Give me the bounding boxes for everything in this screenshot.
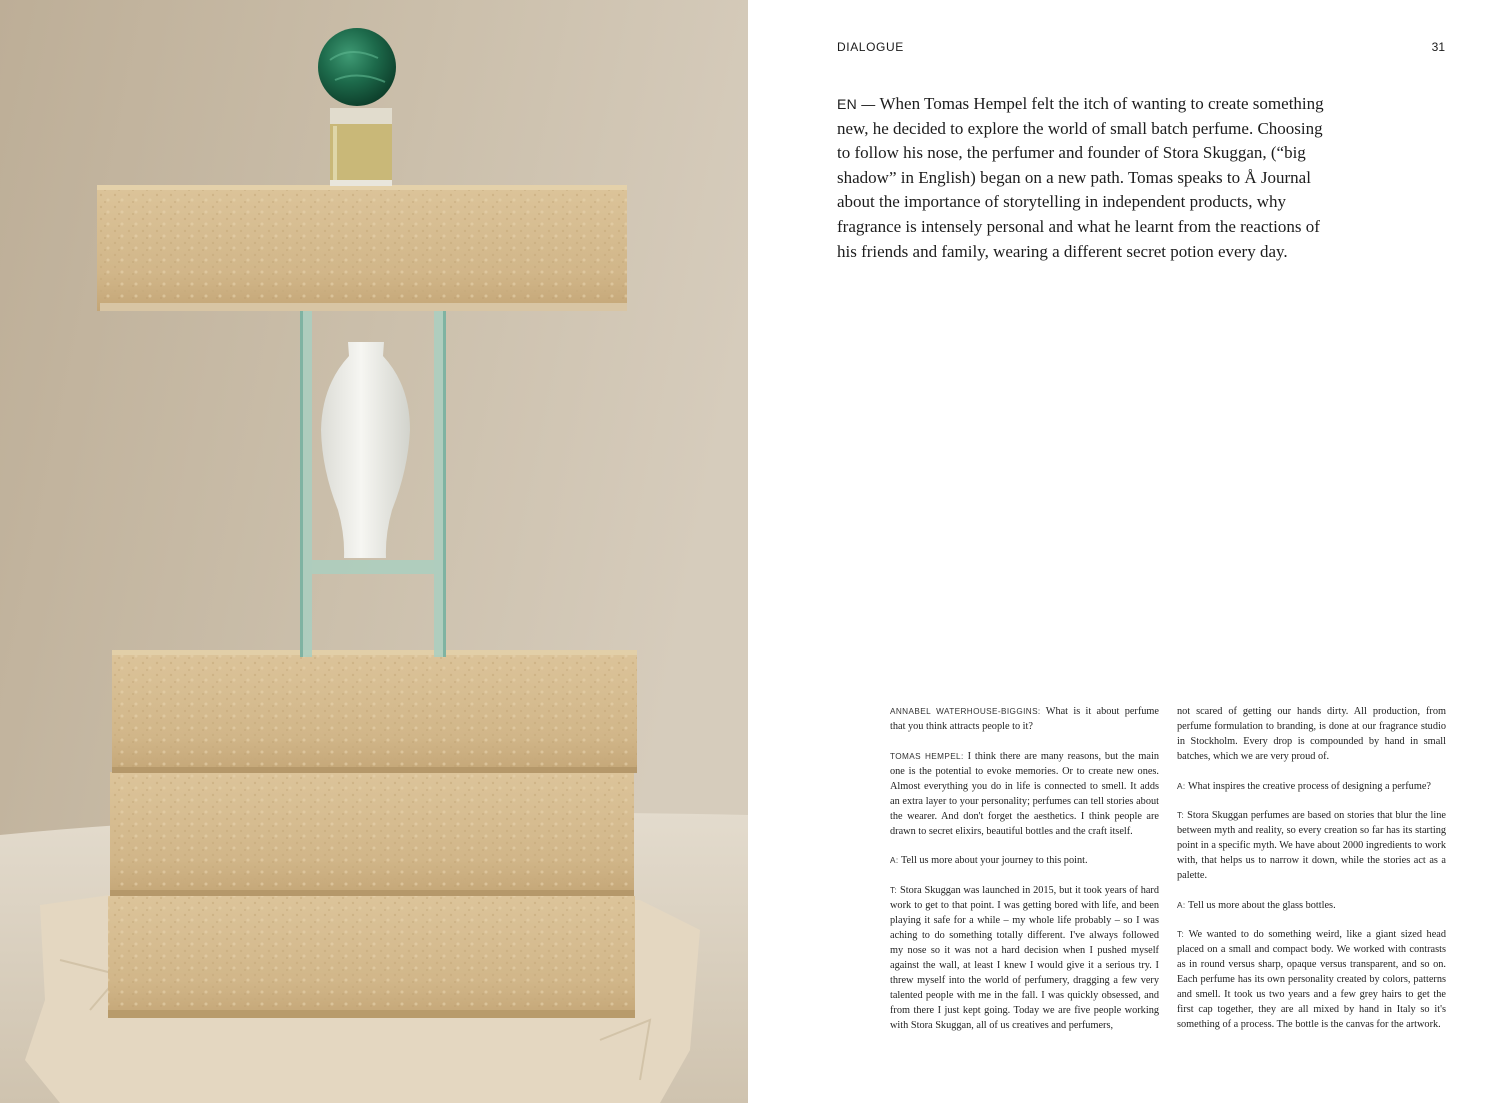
interview-text: Stora Skuggan perfumes are based on stories that blur the line between myth and reality, so every creation so far has its starting point in a specific myth. We have about 2000 ingredients to work with, that helps us to narrow it down, while the stories act as a palette. xyxy=(1177,810,1447,881)
section-label: DIALOGUE xyxy=(837,40,904,54)
speaker-label: A: xyxy=(1177,900,1186,910)
speaker-label: T: xyxy=(1177,811,1185,820)
interview-columns xyxy=(890,704,1446,1064)
interview-paragraph xyxy=(1177,808,1446,883)
page-number: 31 xyxy=(1431,40,1445,54)
interview-text: Tell us more about the glass bottles. xyxy=(1187,899,1336,911)
editorial-photo xyxy=(0,0,748,1103)
interview-paragraph xyxy=(890,853,1159,868)
sculpture-photo-illustration xyxy=(0,0,748,1103)
interview-paragraph xyxy=(890,749,1159,839)
stone-block-top xyxy=(97,185,627,311)
speaker-label: ANNABEL WATERHOUSE-BIGGINS: xyxy=(890,707,1041,716)
article-page xyxy=(748,0,1500,1103)
interview-text: Stora Skuggan was launched in 2015, but it took years of hard work to get to that point. I was getting bored with life, and been playing it safe for a while – my whole life probably – so I was aching to do something totally different. I've always followed my nose so it was not a hard decision when I pushed myself against the wall, at least I knew I would give it a serious try. I threw myself into the world of perfumery, dragging a few very talented people with me in the fall. I was quickly obsessed, and from there I just kept going. Today we are five people working with Stora Skuggan, all of us creatives and perfumers, xyxy=(890,884,1159,1031)
speaker-label: T: xyxy=(890,885,898,895)
malachite-cap xyxy=(318,28,396,106)
interview-column-left xyxy=(890,704,1159,1064)
interview-column-right xyxy=(1177,704,1446,1064)
interview-paragraph xyxy=(890,704,1159,734)
interview-text: not scared of getting our hands dirty. All production, from perfume formulation to branding, is done at our fragrance studio in Stockholm. Every drop is compounded by hand in small batches, which we are very proud of. xyxy=(1177,706,1446,762)
speaker-label: A: xyxy=(1177,781,1186,791)
interview-text: What is it about perfume that you think attracts people to it? xyxy=(890,706,1159,732)
stone-block-bottom xyxy=(108,896,635,1018)
interview-paragraph xyxy=(1177,704,1446,764)
speaker-label: T: xyxy=(1177,930,1185,939)
interview-text: Tell us more about your journey to this point. xyxy=(900,855,1088,866)
speaker-label: TOMAS HEMPEL: xyxy=(890,751,964,761)
interview-paragraph xyxy=(1177,779,1446,794)
interview-paragraph xyxy=(890,883,1159,1033)
interview-text: I think there are many reasons, but the main one is the potential to evoke memories. Or to create new ones. Almost everything you do in life is connected to smell. It adds an extra layer to your personality; perfumes can tell stories about the wearer. And don't forget the aesthetics. I think people are drawn to secret elixirs, beautiful bottles and the craft itself. xyxy=(890,750,1159,837)
language-marker: EN — xyxy=(837,96,876,112)
stone-block-middle xyxy=(110,772,634,896)
intro-paragraph xyxy=(837,92,1337,264)
intro-text: When Tomas Hempel felt the itch of wanting to create something new, he decided to explore the world of small batch perfume. Choosing to follow his nose, the perfumer and founder of Stora Skuggan, (“big shadow” in English) began on a new path. Tomas speaks to Å Journal about the importance of storytelling in independent products, why fragrance is intensely personal and what he learnt from the reactions of his friends and family, wearing a different secret potion every day. xyxy=(837,94,1324,261)
interview-text: We wanted to do something weird, like a giant sized head placed on a small and compact body. We worked with contrasts as in round versus sharp, opaque versus transparent, and so on. Each perfume has its own personality created by colors, patterns and smell. It took us two years and a few grey hairs to get the first cap together, they are all mixed by hand in Italy so it's something of a process. The bottle is the canvas for the artwork. xyxy=(1177,929,1446,1030)
interview-paragraph xyxy=(1177,927,1446,1032)
interview-paragraph xyxy=(1177,898,1446,913)
interview-text: What inspires the creative process of designing a perfume? xyxy=(1187,780,1431,792)
stone-block-lower-top xyxy=(112,650,637,773)
speaker-label: A: xyxy=(890,856,899,865)
